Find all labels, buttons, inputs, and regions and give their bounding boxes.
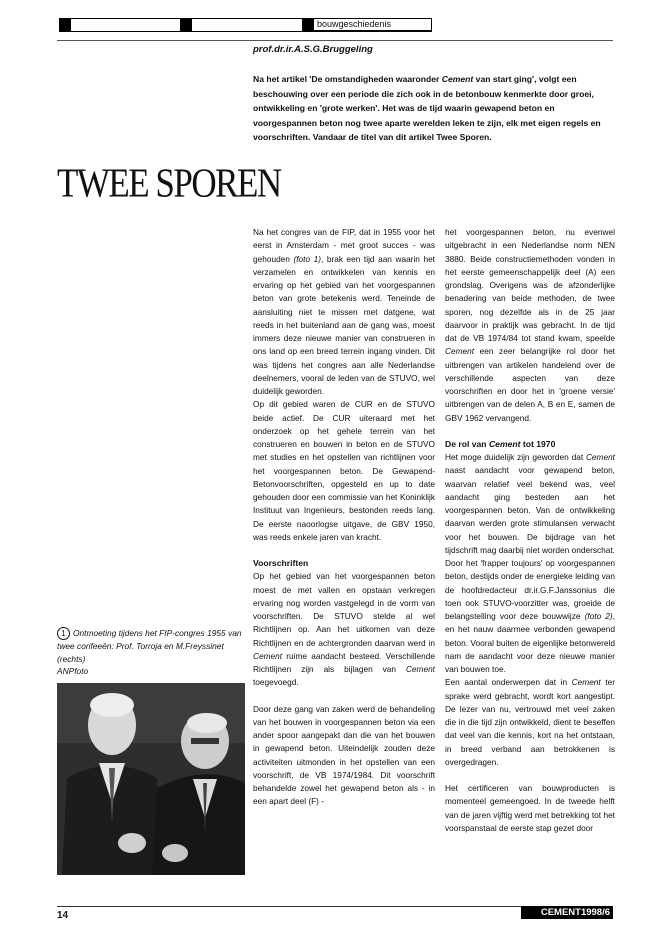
- photo-illustration: [57, 683, 245, 875]
- header-square: [180, 19, 192, 31]
- page-number: 14: [57, 910, 69, 921]
- article-title: TWEE SPOREN: [57, 160, 281, 207]
- header-band: [0, 0, 661, 50]
- paragraph: Een aantal onderwerpen dat in Cement ter sprake werd gebracht, wordt kort aangestipt. De lezer van nu, vertrouwd met veel zaken die in die tijd zijn ontwikkeld, dient te beseffen dat veel van die kennis, kort na het ontstaan, in breed verband aan betrokkenen is overgedragen.: [445, 677, 615, 767]
- paragraph: Het certificeren van bouwproducten is momenteel gemeengoed. In de tweede helft van de jaren vijftig werd met betrekking tot het voorspanstaal de eerste stap gezet door: [445, 783, 615, 833]
- photo-caption: 1 Ontmoeting tijdens het FIP-congres 1955 van twee corifeeën: Prof. Torroja en M.Freyssinet (rechts) ANPfoto: [57, 628, 242, 676]
- header-line: [59, 31, 432, 32]
- header-square: [59, 19, 71, 31]
- header-rule: [57, 40, 613, 41]
- paragraph: het voorgespannen beton, nu evenwel uitgebracht in een Nederlandse norm NEN 3880. Beide constructiemethoden vonden in het eerste gemeenschappelijk deel (A) een grondslag. Overigens was de afzonderlijke benadering van beide methoden, de twee sporen, nog dezelfde als in de 25 jaar daarvoor in praktijk was gebracht. In de tijd dat de VB 1974/84 tot stand kwam, speelde Cement een zeer belangrijke rol door het uitbrengen van artikelen handelend over de verschillende aspecten van deze voorschriften en door het in 'groene versie' uitbrengen van de delen A, B en E, samen de GBV 1962 vervangend.: [445, 227, 615, 423]
- intro-paragraph: Na het artikel 'De omstandigheden waaronder Cement van start ging', volgt een beschouwing over een periode die zich ook in de betonbouw kenmerkte door groei, ontwikkeling en 'grote werken'. Het was de tijd waarin gewapend beton en voorgespannen beton nog twee aparte werelden leken te zijn, elk met eigen regels en voorschriften. Vandaar de titel van dit artikel Twee Sporen.: [253, 74, 601, 143]
- paragraph: Het moge duidelijk zijn geworden dat Cement naast aandacht voor gewapend beton, waarvan relatief veel bekend was, veel aandacht ging besteden aan het voorgespannen beton. Van de ontwikkeling daarvan werden grote stimulansen verwacht voor het bouwen. De bijdrage van het tijdschrift mag daarbij niet worden onderschat. Door het 'frapper toujours' op voorgespannen beton, destijds onder de energieke leiding van de hoofdredacteur dr.ir.G.F.Janssonius die toen ook STUVO-voorzitter was, groeide de belangstelling voor deze bouwwijze (foto 2), en het nauw daarmee verbonden gewapend beton. Vooral buiten de eigenlijke betonwereld nam de aandacht voor deze nieuwe manier van bouwen toe.: [445, 452, 615, 674]
- text-column-2: [445, 226, 615, 835]
- magazine-issue: CEMENT1998/6: [521, 906, 613, 919]
- author-byline: prof.dr.ir.A.S.G.Bruggeling: [253, 44, 373, 55]
- photo-credit: ANPfoto: [57, 666, 89, 676]
- paragraph: Na het congres van de FIP, dat in 1955 voor het eerst in Amsterdam - met groot succes - was gehouden (foto 1), brak een tijd aan waarin het verzamelen en ontwikkelen van kennis en ervaring op het gebied van het voorgespannen beton van grote betekenis werd. Teneinde de aansluiting niet te missen met datgene, wat reeds in het buitenland aan de gang was, moest immers deze nieuwe manier van construeren in ons land op een breed terrein ingang vinden. Dit was tijdens het congres aan alle Nederlandse deelnemers, vooral de leden van de STUVO, wel duidelijk geworden.: [253, 227, 435, 396]
- subheading: Voorschriften: [253, 558, 309, 568]
- paragraph: Op het gebied van het voorgespannen beton moest de met vallen en opstaan verkregen ervaring nog worden vastgelegd in de vorm van voorschriften. De STUVO stelde al wel Richtlijnen op. Aan het uitkomen van deze Richtlijnen en de achtergronden daarvan werd in Cement ruime aandacht besteed. Verschillende Richtlijnen zijn als bijlagen van Cement toegevoegd.: [253, 571, 435, 688]
- photo-torroja-freyssinet: [57, 683, 245, 875]
- caption-number: 1: [57, 627, 70, 640]
- paragraph: Op dit gebied waren de CUR en de STUVO beide actief. De CUR uiteraard met het onderzoek op het gehele terrein van het construeren en bouwen in beton en de STUVO met studies en het opstellen van richtlijnen voor het voorgespannen beton. De Gewapend-Betonvoorschriften, opgesteld en up to date gehouden door een commissie van het Koninklijk Instituut van Ingenieurs, bestonden reeds lang. De eerste naoorlogse uitgave, de GBV 1950, was reeds enkele jaren van kracht.: [253, 399, 435, 542]
- subheading: De rol van Cement tot 1970: [445, 438, 556, 449]
- text-column-1: [253, 226, 435, 809]
- section-label: bouwgeschiedenis: [312, 18, 432, 31]
- paragraph: Door deze gang van zaken werd de behandeling van het bouwen in voorgespannen beton via een ander spoor aangepakt dan die van het bouwen in gewapend beton. Uiteindelijk zouden deze activiteiten uitmonden in het opstellen van een voorschrift, de VB 1974/1984. Dit voorschrift behandelde zowel het gewapend beton als - in een apart deel (F) -: [253, 703, 435, 807]
